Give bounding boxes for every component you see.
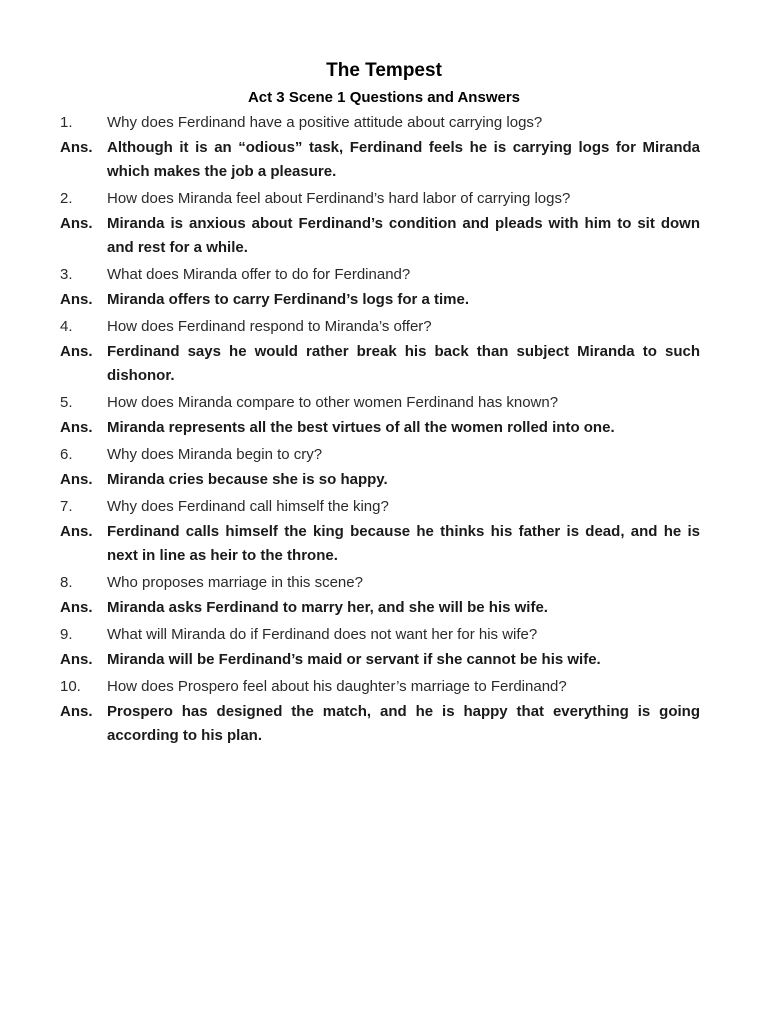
question-text: Who proposes marriage in this scene?: [107, 574, 363, 591]
answer-row: [60, 596, 700, 622]
answer-text: Miranda will be Ferdinand’s maid or servant if she cannot be his wife.: [107, 651, 601, 668]
answer-text: Miranda cries because she is so happy.: [107, 471, 388, 488]
question-number: 5.: [60, 394, 73, 411]
question-number: 9.: [60, 626, 73, 643]
question-number: 7.: [60, 498, 73, 515]
answer-row: [60, 648, 700, 674]
answer-label: Ans.: [60, 651, 93, 668]
answer-text: Miranda represents all the best virtues of all the women rolled into one.: [107, 419, 615, 436]
answer-row: [60, 340, 700, 390]
answer-text: Miranda is anxious about Ferdinand’s condition and pleads with him to sit down and rest for a while.: [107, 215, 700, 256]
answer-text: Prospero has designed the match, and he is happy that everything is going according to his plan.: [107, 703, 700, 744]
question-number: 10.: [60, 678, 81, 695]
answer-label: Ans.: [60, 343, 93, 360]
answer-row: [60, 468, 700, 494]
answer-text: Ferdinand calls himself the king because he thinks his father is dead, and he is next in line as heir to the throne.: [107, 523, 700, 564]
answer-label: Ans.: [60, 215, 93, 232]
question-text: How does Miranda compare to other women Ferdinand has known?: [107, 394, 559, 411]
answer-label: Ans.: [60, 139, 93, 156]
answer-label: Ans.: [60, 523, 93, 540]
question-number: 8.: [60, 574, 73, 591]
question-row: [60, 314, 700, 340]
answer-label: Ans.: [60, 703, 93, 720]
answer-label: Ans.: [60, 599, 93, 616]
question-number: 3.: [60, 266, 73, 283]
answer-row: [60, 416, 700, 442]
question-text: What does Miranda offer to do for Ferdinand?: [107, 266, 411, 283]
question-row: [60, 262, 700, 288]
answer-text: Miranda asks Ferdinand to marry her, and she will be his wife.: [107, 599, 548, 616]
question-number: 4.: [60, 318, 73, 335]
question-text: What will Miranda do if Ferdinand does not want her for his wife?: [107, 626, 538, 643]
question-text: Why does Ferdinand call himself the king?: [107, 498, 389, 515]
answer-row: [60, 136, 700, 186]
answer-row: [60, 288, 700, 314]
question-number: 2.: [60, 190, 73, 207]
document-title: The Tempest: [326, 60, 442, 81]
answer-label: Ans.: [60, 291, 93, 308]
document-subtitle: Act 3 Scene 1 Questions and Answers: [247, 89, 521, 106]
question-row: [60, 110, 700, 136]
question-text: Why does Ferdinand have a positive attitude about carrying logs?: [107, 114, 543, 131]
qa-list: [60, 110, 700, 750]
question-row: [60, 390, 700, 416]
question-row: [60, 622, 700, 648]
question-row: [60, 570, 700, 596]
question-row: [60, 442, 700, 468]
question-row: [60, 186, 700, 212]
answer-row: [60, 212, 700, 262]
answer-row: [60, 700, 700, 750]
answer-label: Ans.: [60, 471, 93, 488]
question-number: 6.: [60, 446, 73, 463]
question-text: Why does Miranda begin to cry?: [107, 446, 323, 463]
answer-text: Ferdinand says he would rather break his back than subject Miranda to such dishonor.: [107, 343, 700, 384]
question-text: How does Ferdinand respond to Miranda’s offer?: [107, 318, 432, 335]
question-row: [60, 494, 700, 520]
question-text: How does Prospero feel about his daughter’s marriage to Ferdinand?: [107, 678, 567, 695]
answer-row: [60, 520, 700, 570]
question-number: 1.: [60, 114, 73, 131]
question-text: How does Miranda feel about Ferdinand’s hard labor of carrying logs?: [107, 190, 571, 207]
question-row: [60, 674, 700, 700]
answer-text: Miranda offers to carry Ferdinand’s logs for a time.: [107, 291, 470, 308]
answer-text: Although it is an “odious” task, Ferdinand feels he is carrying logs for Miranda which makes the job a pleasure.: [107, 139, 700, 180]
answer-label: Ans.: [60, 419, 93, 436]
